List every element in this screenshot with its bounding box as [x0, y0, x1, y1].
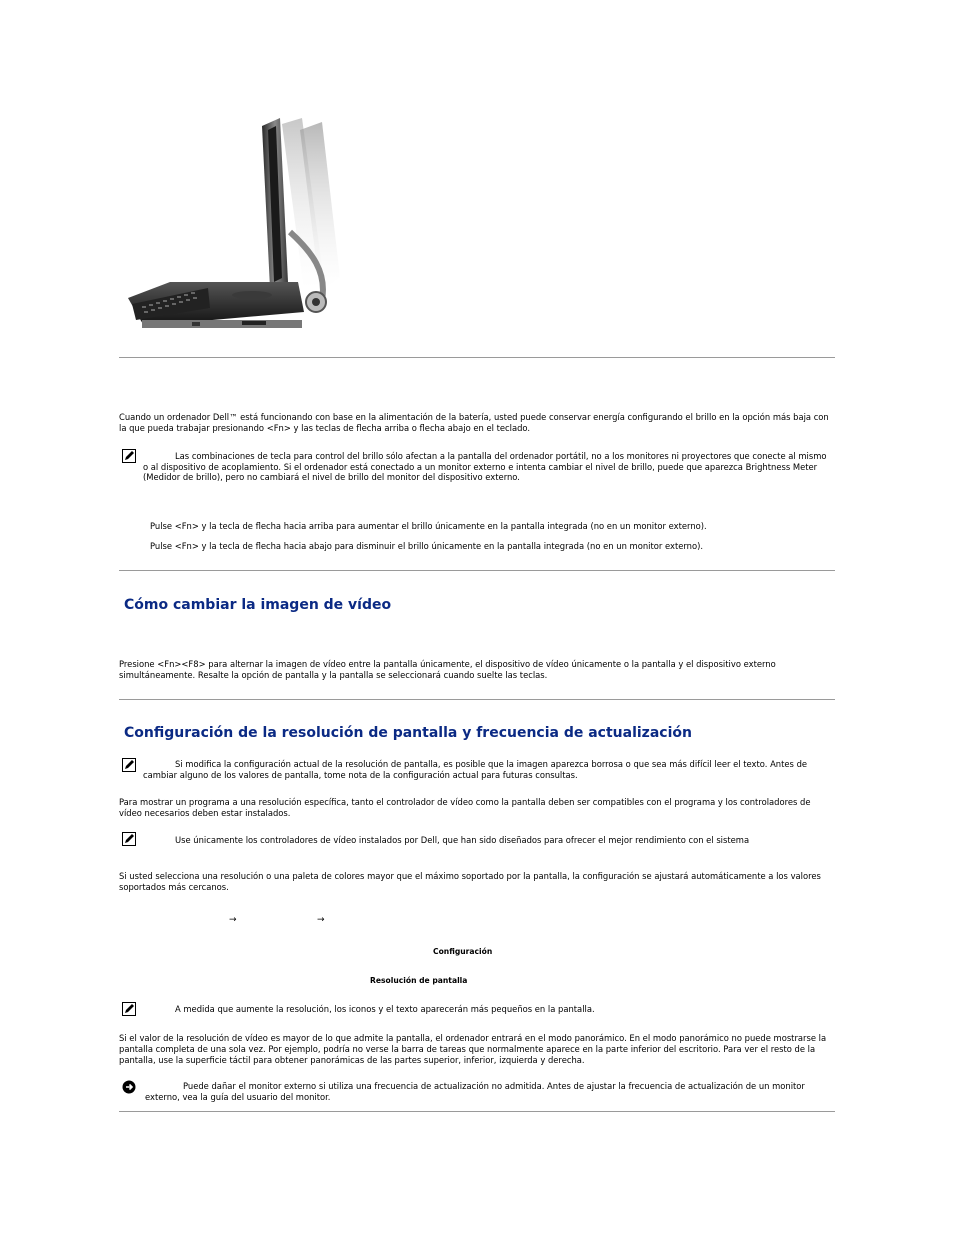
arrow-glyph: → [229, 915, 237, 925]
screen-resolution-label: Resolución de pantalla [370, 976, 468, 985]
section-heading-video: Cómo cambiar la imagen de vídeo [124, 597, 392, 613]
laptop-illustration [122, 112, 342, 334]
notice-text: Puede dañar el monitor externo si utiliza una frecuencia de actualización no admitida. Antes de ajustar la frecuencia de actualización de un monitor externo, vea la guía del usuario del monitor. [145, 1081, 805, 1102]
panning-paragraph: Si el valor de la resolución de vídeo es mayor de lo que admite la pantalla, el ordenador entrará en el modo panorámico. En el modo panorámico no puede mostrarse la pantalla completa de una sola vez. Por ejemplo, podría no verse la barra de tareas que normalmente aparece en la parte inferior del escritorio. Para ver el resto de la pantalla, use la superficie táctil para obtener panorámicas de las partes superior, inferior, izquierda y derecha. [119, 1033, 827, 1065]
divider-4 [119, 1111, 835, 1112]
note-icon [122, 449, 136, 463]
intro-paragraph: Cuando un ordenador Dell™ está funcionando con base en la alimentación de la batería, usted puede conservar energía configurando el brillo en la opción más baja con la que pueda trabajar presionando <Fn> y las teclas de flecha arriba o flecha abajo en el teclado. [119, 412, 829, 433]
note-icon [122, 758, 136, 772]
size-note: A medida que aumente la resolución, los iconos y el texto aparecerán más pequeños en la pantalla. [175, 1004, 595, 1014]
config-label: Configuración [433, 947, 493, 956]
video-paragraph: Presione <Fn><F8> para alternar la imagen de vídeo entre la pantalla únicamente, el dispositivo de vídeo únicamente o la pantalla y el dispositivo externo simultáneamente. Resalte la opción de pantalla y la pantalla se seleccionará cuando suelte las teclas. [119, 659, 776, 680]
divider-3 [119, 699, 835, 700]
note-icon [122, 832, 136, 846]
step-brightness-up: Pulse <Fn> y la tecla de flecha hacia arriba para aumentar el brillo únicamente en la pantalla integrada (no en un monitor externo). [150, 521, 707, 531]
note-icon [122, 1002, 136, 1016]
resolution-paragraph: Para mostrar un programa a una resolución específica, tanto el controlador de vídeo como la pantalla deben ser compatibles con el programa y los controladores de vídeo necesarios deben estar instalados. [119, 797, 811, 818]
notice-icon [122, 1080, 136, 1094]
arrow-glyph: → [317, 915, 325, 925]
step-brightness-down: Pulse <Fn> y la tecla de flecha hacia abajo para disminuir el brillo únicamente en la pantalla integrada (no en un monitor externo). [150, 541, 704, 551]
driver-note: Use únicamente los controladores de vídeo instalados por Dell, que han sido diseñados para ofrecer el mejor rendimiento con el sistema [175, 835, 750, 845]
divider-1 [119, 357, 835, 358]
palette-paragraph: Si usted selecciona una resolución o una paleta de colores mayor que el máximo soportado por la pantalla, la configuración se ajustará automáticamente a los valores soportados más cercanos. [119, 871, 821, 892]
divider-2 [119, 570, 835, 571]
brightness-note: Las combinaciones de tecla para control del brillo sólo afectan a la pantalla del ordenador portátil, no a los monitores ni proyectores que conecte al mismo o al dispositivo de acoplamiento. Si el ordenador está conectado a un monitor externo e intenta cambiar el nivel de brillo, puede que aparezca Brightness Meter (Medidor de brillo), pero no cambiará el nivel de brillo del monitor del dispositivo externo. [143, 451, 827, 482]
section-heading-resolution: Configuración de la resolución de pantalla y frecuencia de actualización [124, 725, 692, 741]
resolution-note: Si modifica la configuración actual de la resolución de pantalla, es posible que la imagen aparezca borrosa o que sea más difícil leer el texto. Antes de cambiar alguno de los valores de pantalla, tome nota de la configuración actual para futuras consultas. [143, 759, 808, 780]
